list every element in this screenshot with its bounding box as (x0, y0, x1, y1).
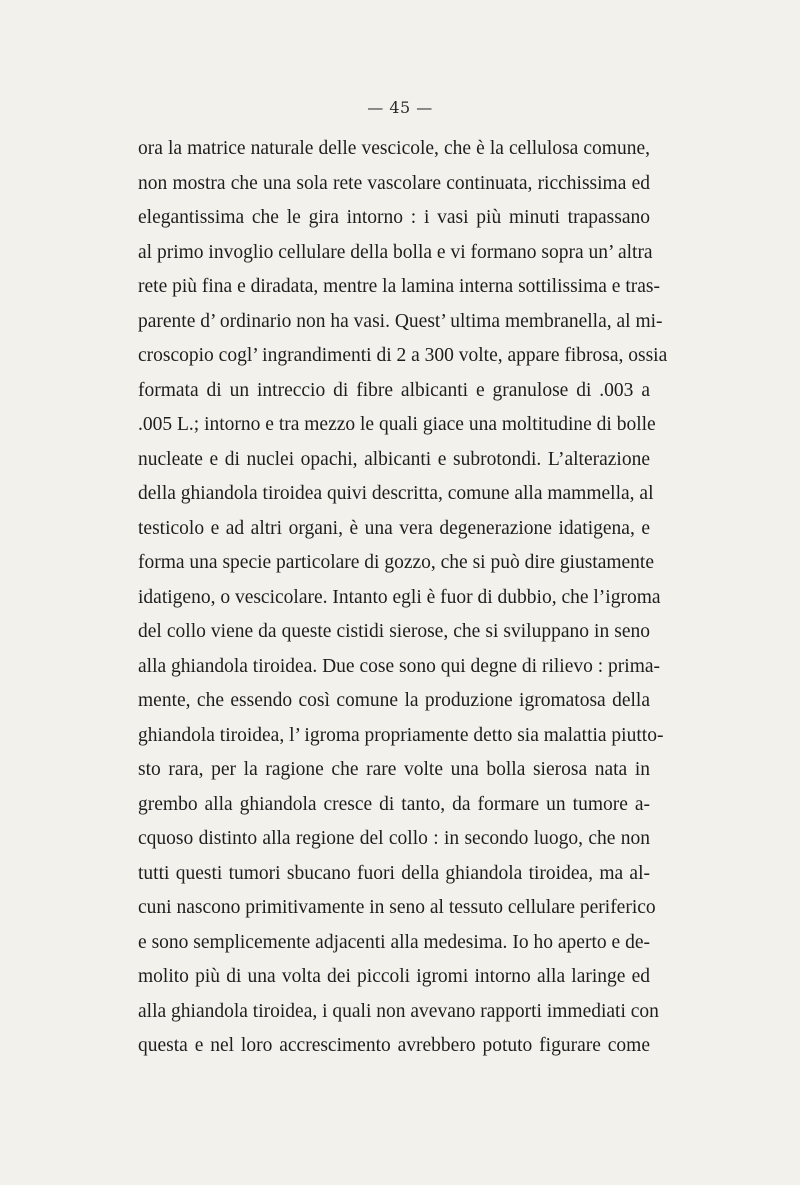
text-line: grembo alla ghiandola cresce di tanto, da formare un tumore a- (138, 793, 650, 815)
text-line: alla ghiandola tiroidea, i quali non avevano rapporti immediati con (138, 1000, 659, 1022)
text-line: e sono semplicemente adjacenti alla medesima. Io ho aperto e de- (138, 931, 650, 953)
text-line: elegantissima che le gira intorno : i vasi più minuti trapassano (138, 207, 650, 228)
page-number: — 45 — (367, 98, 433, 117)
text-line: al primo invoglio cellulare della bolla e vi formano sopra un’ altra (138, 241, 653, 263)
text-line: alla ghiandola tiroidea. Due cose sono qui degne di rilievo : prima- (138, 655, 661, 677)
text-line: molito più di una volta dei piccoli igromi intorno alla laringe ed (138, 966, 650, 987)
text-line: del collo viene da queste cistidi sierose, che si sviluppano in seno (138, 621, 650, 642)
text-line: rete più fina e diradata, mentre la lamina interna sottilissima e tras- (138, 276, 660, 297)
body-text (138, 132, 668, 1064)
text-line: testicolo e ad altri organi, è una vera degenerazione idatigena, e (138, 517, 650, 539)
text-line: parente d’ ordinario non ha vasi. Quest’ ultima membranella, al mi- (138, 310, 663, 332)
text-line: cuni nascono primitivamente in seno al tessuto cellulare periferico (138, 897, 656, 918)
text-line: non mostra che una sola rete vascolare continuata, ricchissima ed (138, 172, 650, 194)
text-line: sto rara, per la ragione che rare volte una bolla sierosa nata in (138, 759, 650, 780)
text-line: .005 L.; intorno e tra mezzo le quali giace una moltitudine di bolle (138, 414, 656, 435)
text-line: ora la matrice naturale delle vescicole, che è la cellulosa comune, (138, 138, 650, 159)
text-line: ghiandola tiroidea, l’ igroma propriamente detto sia malattia piutto- (138, 724, 664, 746)
text-line: tutti questi tumori sbucano fuori della ghiandola tiroidea, ma al- (138, 862, 650, 884)
text-line: croscopio cogl’ ingrandimenti di 2 a 300 volte, appare fibrosa, ossia (138, 345, 668, 366)
text-line: forma una specie particolare di gozzo, che si può dire giustamente (138, 552, 655, 573)
text-line: formata di un intreccio di fibre albicanti e granulose di .003 a (138, 379, 650, 401)
text-line: mente, che essendo così comune la produzione igromatosa della (138, 690, 650, 711)
text-line: cquoso distinto alla regione del collo : in secondo luogo, che non (138, 828, 650, 849)
text-line: della ghiandola tiroidea quivi descritta, comune alla mammella, al (138, 483, 654, 504)
text-line: nucleate e di nuclei opachi, albicanti e subrotondi. L’alterazione (138, 448, 650, 470)
text-line: questa e nel loro accrescimento avrebbero potuto figurare come (138, 1035, 650, 1056)
text-line: idatigeno, o vescicolare. Intanto egli è fuor di dubbio, che l’igroma (138, 586, 661, 608)
